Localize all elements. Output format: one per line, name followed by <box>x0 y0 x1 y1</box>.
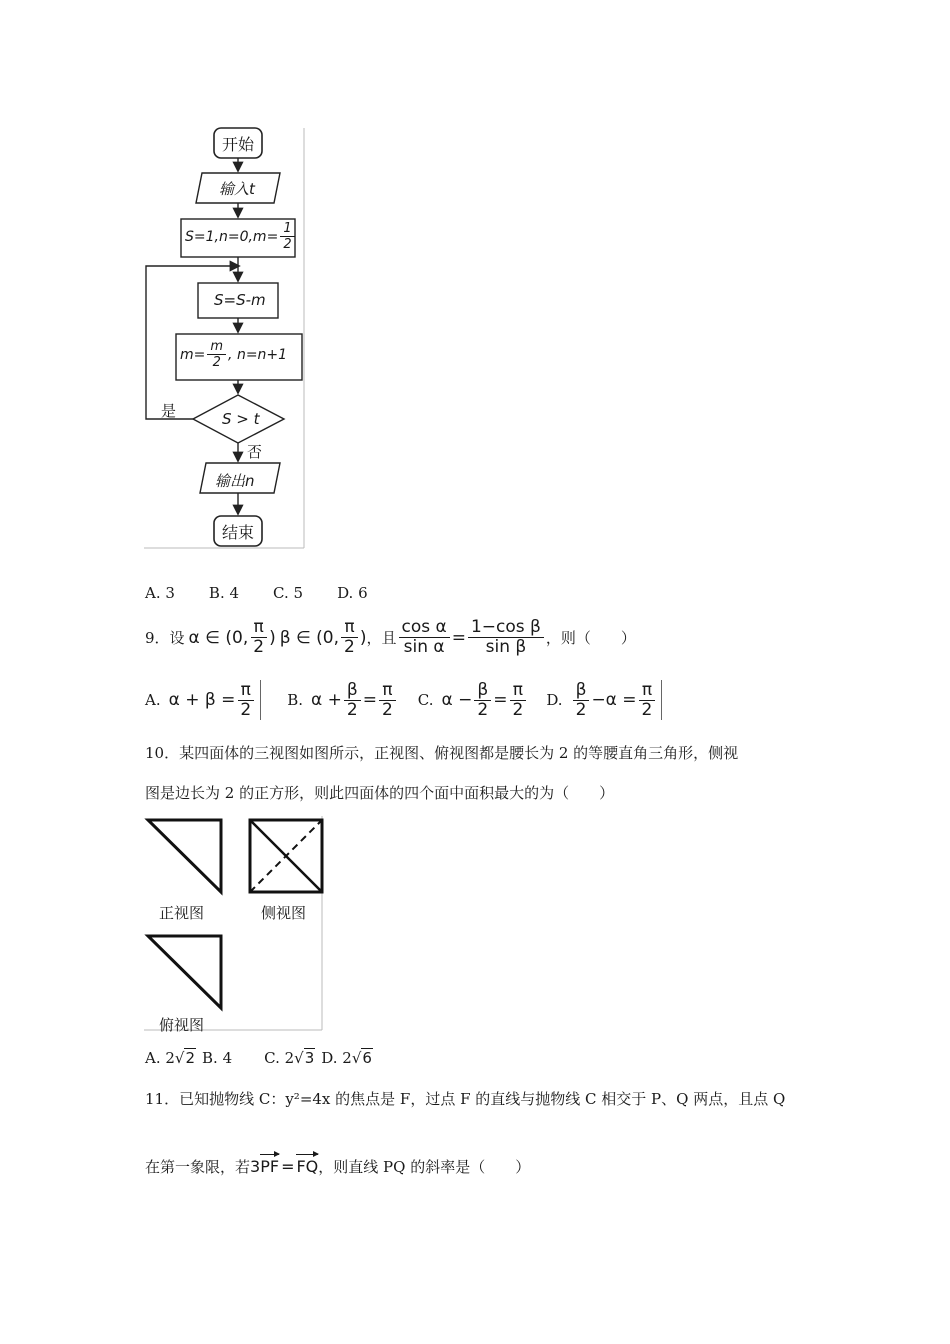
q9-option-c-expr1: α − <box>441 690 473 710</box>
q10-options <box>145 1048 373 1067</box>
side-view-square <box>250 820 322 892</box>
q9-option-d-beta-frac <box>573 681 590 720</box>
q9-option-c-beta-frac <box>474 681 491 720</box>
flowchart-output-label: 输出n <box>215 472 255 490</box>
q9-pi-half-1 <box>250 618 267 657</box>
q10-option-a-radicand: 2 <box>185 1049 196 1067</box>
q10-option-d[interactable] <box>321 1048 373 1067</box>
q9-pi-1: π <box>251 618 267 638</box>
q9-option-b-expr2: = <box>362 690 377 710</box>
q11-line-2-prefix: 在第一象限，若 <box>145 1158 251 1176</box>
q9-option-b-two1: 2 <box>346 699 358 720</box>
q9-beta-range: β ∈ (0, <box>279 627 340 648</box>
q9-option-c-pi-frac <box>509 681 526 720</box>
q9-option-d[interactable] <box>546 680 662 720</box>
q11-vector-pf: PF <box>260 1157 280 1176</box>
q9-option-b-label: B. <box>287 691 303 709</box>
q11-coefficient: 3 <box>250 1157 261 1176</box>
q9-pi-half-2 <box>341 618 358 657</box>
q10-option-c-text: C. 2 <box>264 1048 295 1067</box>
q8-option-d[interactable]: D. 6 <box>337 584 368 602</box>
q11-line-1: 11．已知抛物线 C：y²=4x 的焦点是 F，过点 F 的直线与抛物线 C 相交于 P、Q 两点，且点 Q <box>145 1090 786 1108</box>
q10-option-c-sqrt <box>294 1048 315 1067</box>
q9-option-b[interactable] <box>287 681 398 720</box>
q9-alpha-range: α ∈ (0, <box>188 627 249 648</box>
q11-equals: = <box>281 1157 295 1176</box>
top-view-label: 俯视图 <box>159 1016 205 1034</box>
q10-option-d-radicand: 6 <box>362 1049 372 1067</box>
q9-option-a-frac <box>237 681 254 720</box>
q8-option-c[interactable]: C. 5 <box>273 584 304 602</box>
sqrt-icon: √ <box>294 1049 304 1067</box>
q9-two-1: 2 <box>253 637 265 657</box>
q9-option-b-two2: 2 <box>381 699 393 720</box>
sqrt-icon: √ <box>174 1049 185 1067</box>
top-view-triangle <box>148 936 221 1008</box>
q9-option-b-pi: π <box>379 681 395 701</box>
q10-option-d-text: D. 2 <box>321 1048 352 1067</box>
q9-two-2: 2 <box>344 637 355 657</box>
q9-option-d-two2: 2 <box>641 699 653 720</box>
sqrt-icon: √ <box>351 1049 362 1067</box>
q10-line-1: 10．某四面体的三视图如图所示，正视图、俯视图都是腰长为 2 的等腰直角三角形，侧视 <box>145 744 739 762</box>
q9-option-d-two1: 2 <box>575 699 587 720</box>
q10-option-d-sqrt <box>352 1048 373 1067</box>
q10-option-c[interactable] <box>264 1048 315 1067</box>
q9-option-d-label: D. <box>546 691 563 709</box>
front-view-label: 正视图 <box>159 904 205 922</box>
update-m-suffix: , n=n+1 <box>228 346 288 363</box>
flowchart-condition-label: S > t <box>222 410 260 428</box>
q8-options <box>145 584 368 602</box>
q9-close-1: ) <box>269 627 276 648</box>
q8-option-a[interactable]: A. 3 <box>145 584 175 602</box>
init-num: 1 <box>280 221 294 237</box>
q9-sin-beta: sin β <box>485 637 527 657</box>
flowchart-end-label: 结束 <box>222 523 255 542</box>
q9-option-c-pi: π <box>510 681 526 701</box>
q9-option-b-pi-frac <box>379 681 396 720</box>
q9-option-a-label: A. <box>145 691 161 709</box>
q9-rhs-fraction <box>468 618 544 657</box>
flowchart-input-label: 输入t <box>219 180 255 198</box>
update-m-prefix: m= <box>180 346 206 363</box>
q11-line-2-suffix: ，则直线 PQ 的斜率是（ ） <box>318 1158 531 1176</box>
q9-sin-alpha: sin α <box>403 637 445 657</box>
q10-option-c-radicand: 3 <box>304 1049 315 1067</box>
init-prefix: S=1,n=0,m= <box>185 228 279 245</box>
q9-option-c-label: C. <box>417 691 434 709</box>
q11-vector-fq: FQ <box>296 1157 319 1176</box>
q9-stem <box>145 618 636 657</box>
side-view-label: 侧视图 <box>261 904 307 922</box>
q9-option-a-expr: α + β = <box>168 690 236 710</box>
q9-option-b-beta-frac <box>344 681 361 720</box>
front-view-triangle <box>148 820 221 892</box>
q9-option-b-beta: β <box>344 681 361 701</box>
flowchart-init-label <box>185 221 297 252</box>
q9-close-2: ) <box>359 627 367 648</box>
q11-line-2 <box>145 1156 530 1177</box>
q9-option-d-beta: β <box>573 681 590 701</box>
q9-option-c-two1: 2 <box>477 699 489 720</box>
init-den: 2 <box>283 237 292 252</box>
q9-option-a[interactable] <box>145 680 261 720</box>
q9-option-d-divider <box>661 680 662 720</box>
q9-and: ，且 <box>366 629 397 647</box>
flowchart-update-m-label <box>180 339 287 370</box>
q9-option-d-expr: −α = <box>591 690 637 710</box>
q9-pi-2: π <box>341 618 357 638</box>
q9-cos-alpha: cos α <box>399 618 450 638</box>
q9-option-d-pi-frac <box>639 681 656 720</box>
q9-equals: = <box>451 627 466 648</box>
q9-option-c-expr2: = <box>493 690 508 710</box>
q9-option-a-divider <box>260 680 261 720</box>
q10-option-a-text: A. 2 <box>145 1048 175 1067</box>
q9-one-minus-cos-beta: 1−cos β <box>468 618 544 638</box>
q9-option-b-expr1: α + <box>311 690 342 710</box>
q9-option-c-beta: β <box>474 681 491 701</box>
flowchart-yes-label: 是 <box>161 402 177 420</box>
q10-option-b[interactable]: B. 4 <box>202 1048 233 1067</box>
q9-option-a-two: 2 <box>240 699 252 720</box>
q10-line-2: 图是边长为 2 的正方形，则此四面体的四个面中面积最大的为（ ） <box>145 784 615 802</box>
flowchart-update-s-label: S=S-m <box>214 291 266 309</box>
update-m-fraction <box>207 339 226 370</box>
q8-option-b[interactable]: B. 4 <box>208 584 240 602</box>
three-view-figure <box>140 812 330 1034</box>
q10-option-a-sqrt <box>175 1048 196 1067</box>
q9-option-d-pi: π <box>639 681 655 701</box>
update-m-num: m <box>207 339 226 355</box>
q9-cos-sin-alpha <box>399 618 450 657</box>
q9-option-c[interactable] <box>418 681 529 720</box>
flowchart-start-label: 开始 <box>222 135 255 154</box>
q9-tail: ，则（ ） <box>545 629 636 647</box>
update-m-den: 2 <box>212 355 221 370</box>
q9-option-c-two2: 2 <box>512 699 524 720</box>
q9-number: 9．设 <box>145 629 185 647</box>
q10-option-a[interactable] <box>145 1048 196 1067</box>
init-fraction <box>280 221 294 252</box>
flowchart-no-label: 否 <box>247 443 263 461</box>
q9-option-a-pi: π <box>238 681 254 701</box>
q9-options <box>145 680 662 720</box>
